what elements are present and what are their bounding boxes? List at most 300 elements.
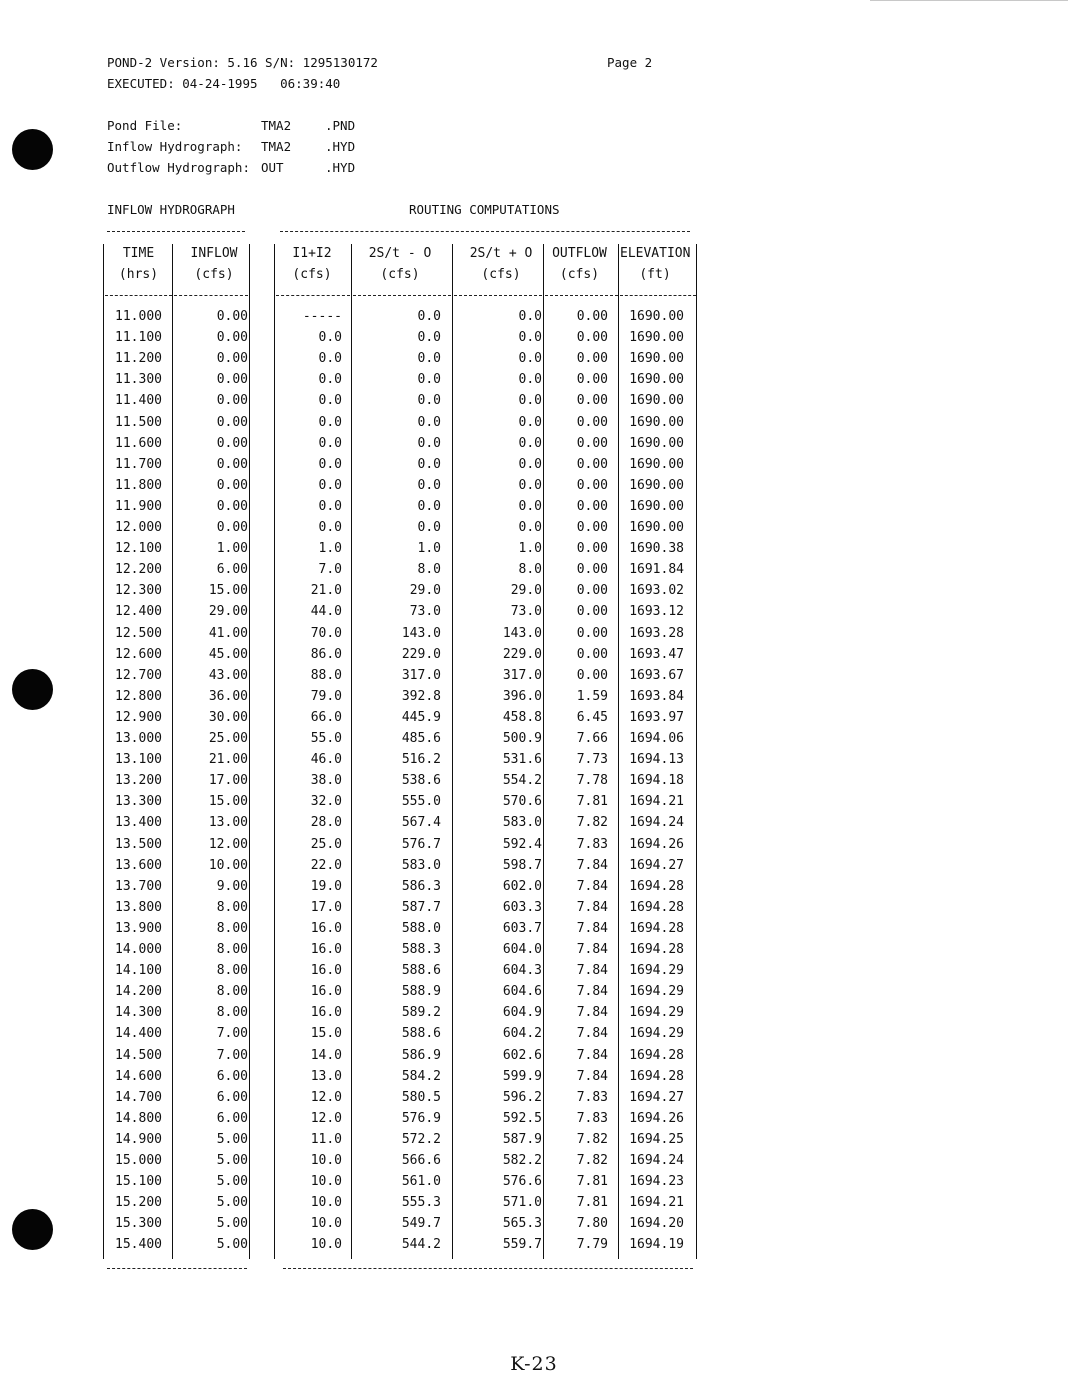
table-cell: 1.0 [417,541,441,557]
table-cell: 0.00 [216,309,248,324]
table-cell: 7.82 [576,1131,608,1147]
table-cell: 0.0 [417,456,441,472]
table-cell: 0.00 [576,498,608,514]
table-cell: 11.800 [115,477,162,493]
table-cell: 55.0 [310,731,342,746]
table-cell: 14.300 [115,1005,162,1021]
table-cell: 1694.06 [629,731,684,746]
table-cell: 555.3 [401,1195,441,1211]
table-cell: 16.0 [310,920,342,936]
table-cell: 1690.00 [629,330,684,346]
table-cell: 12.0 [310,1110,342,1126]
table-cell: 7.84 [576,1005,608,1021]
table-cell: 7.82 [576,815,608,831]
table-cell: 1694.29 [629,984,684,1000]
table-cell: 1694.24 [629,815,684,831]
table-cell: 0.0 [318,520,342,535]
column-divider [618,244,619,1259]
table-cell: 587.9 [502,1131,542,1147]
table-cell: 88.0 [310,667,342,683]
table-cell: 500.9 [502,731,542,746]
table-cell: 570.6 [502,794,542,810]
table-cell: 8.00 [216,920,248,936]
punch-hole [12,129,53,170]
table-cell: 36.00 [208,688,248,704]
inflow-rule-bottom [107,1268,247,1269]
table-cell: 13.200 [115,773,162,789]
punch-hole [12,1209,53,1250]
table-cell: 565.3 [502,1216,542,1232]
table-cell: 0.00 [576,667,608,683]
column-divider [249,244,250,1259]
table-cell: 317.0 [502,667,542,683]
table-cell: 1694.13 [629,752,684,768]
table-cell: 604.9 [502,1005,542,1021]
table-cell: 1691.84 [629,562,684,578]
table-cell: 15.100 [115,1174,162,1190]
table-cell: 0.00 [576,414,608,430]
table-cell: 13.300 [115,794,162,810]
table-cell: 0.00 [576,646,608,662]
table-cell: 13.000 [115,731,162,746]
table-cell: 1693.28 [629,625,684,641]
table-cell: 12.000 [115,520,162,535]
table-cell: 0.0 [318,372,342,388]
table-cell: 12.400 [115,604,162,620]
table-cell: 7.00 [216,1047,248,1063]
table-cell: 7.84 [576,920,608,936]
table-cell: 17.00 [208,773,248,789]
table-cell: 10.0 [310,1216,342,1232]
table-cell: 0.00 [576,625,608,641]
punch-hole [12,669,53,710]
table-cell: 1690.00 [629,498,684,514]
table-cell: 229.0 [502,646,542,662]
table-cell: 73.0 [510,604,542,620]
table-cell: 14.100 [115,963,162,979]
table-cell: 1690.00 [629,435,684,451]
table-cell: 0.0 [417,414,441,430]
table-cell: 7.78 [576,773,608,789]
table-cell: 572.2 [401,1131,441,1147]
table-cell: 8.00 [216,963,248,979]
table-cell: 0.0 [417,520,441,535]
table-cell: 11.0 [310,1131,342,1147]
table-cell: 14.500 [115,1047,162,1063]
table-cell: 396.0 [502,688,542,704]
table-cell: 599.9 [502,1068,542,1084]
table-cell: 11.400 [115,393,162,409]
table-cell: 12.100 [115,541,162,557]
table-cell: 0.0 [518,393,542,409]
table-cell: 14.000 [115,942,162,957]
table-cell: 6.00 [216,1089,248,1105]
table-cell: 15.00 [208,794,248,810]
column-unit: (cfs) [481,267,521,282]
table-cell: 458.8 [502,709,542,725]
table-cell: 1690.00 [629,372,684,388]
table-cell: 7.79 [576,1237,608,1253]
table-cell: 602.6 [502,1047,542,1063]
table-cell: 7.83 [576,1110,608,1126]
table-cell: 596.2 [502,1089,542,1105]
table-cell: 603.7 [502,920,542,936]
table-cell: 11.000 [115,309,162,324]
table-cell: 1693.47 [629,646,684,662]
scan-edge-line [870,0,1068,1]
table-cell: 0.0 [417,498,441,514]
table-cell: 1694.28 [629,942,684,957]
table-cell: 317.0 [401,667,441,683]
table-cell: 1693.12 [629,604,684,620]
table-cell: 14.700 [115,1089,162,1105]
column-divider [543,244,544,1259]
table-cell: 0.0 [518,498,542,514]
column-divider [172,244,173,1259]
table-cell: 12.900 [115,709,162,725]
table-cell: 5.00 [216,1237,248,1253]
table-cell: 1694.29 [629,963,684,979]
table-cell: 16.0 [310,942,342,957]
table-cell: 445.9 [401,709,441,725]
table-cell: 11.600 [115,435,162,451]
table-cell: 589.2 [401,1005,441,1021]
table-cell: 1.59 [576,688,608,704]
table-cell: 0.0 [318,498,342,514]
table-cell: 0.00 [216,393,248,409]
table-cell: 13.00 [208,815,248,831]
table-cell: 0.0 [417,372,441,388]
table-cell: 583.0 [401,857,441,873]
column-unit: (ft) [639,267,671,282]
table-cell: 5.00 [216,1195,248,1211]
table-cell: 38.0 [310,773,342,789]
table-cell: 12.0 [310,1089,342,1105]
table-cell: 538.6 [401,773,441,789]
table-cell: 0.00 [576,309,608,324]
table-cell: 7.84 [576,878,608,894]
table-cell: 0.0 [417,435,441,451]
table-cell: 1690.00 [629,456,684,472]
table-cell: 43.00 [208,667,248,683]
table-cell: 7.84 [576,899,608,915]
table-cell: 0.0 [518,520,542,535]
table-cell: 11.700 [115,456,162,472]
file-label: Outflow Hydrograph: [107,160,250,175]
table-cell: 0.00 [576,456,608,472]
table-cell: 7.84 [576,984,608,1000]
column-header: ELEVATION [620,246,691,261]
table-cell: 1694.29 [629,1005,684,1021]
table-cell: 566.6 [401,1153,441,1168]
table-cell: 7.00 [216,1026,248,1042]
table-cell: 25.0 [310,836,342,852]
file-name: TMA2 [261,118,292,133]
table-cell: 0.0 [518,330,542,346]
table-cell: 41.00 [208,625,248,641]
table-cell: 66.0 [310,709,342,725]
table-cell: 0.0 [518,456,542,472]
table-cell: 0.00 [216,372,248,388]
table-cell: 1690.00 [629,309,684,324]
table-cell: 1.00 [216,541,248,557]
table-cell: 1694.24 [629,1153,684,1168]
table-cell: 14.900 [115,1131,162,1147]
table-cell: 14.0 [310,1047,342,1063]
table-cell: 25.00 [208,731,248,746]
table-cell: 6.00 [216,1110,248,1126]
table-cell: 1690.00 [629,520,684,535]
table-cell: 1694.26 [629,836,684,852]
header-separator [620,295,696,296]
table-cell: 1694.20 [629,1216,684,1232]
table-cell: 1694.26 [629,1110,684,1126]
table-cell: 143.0 [502,625,542,641]
table-cell: 592.4 [502,836,542,852]
column-unit: (cfs) [194,267,234,282]
table-cell: 1690.00 [629,351,684,367]
table-cell: 0.00 [216,351,248,367]
table-cell: 0.0 [518,351,542,367]
table-cell: 1694.28 [629,1047,684,1063]
table-cell: 586.3 [401,878,441,894]
table-cell: 46.0 [310,752,342,768]
table-cell: 143.0 [401,625,441,641]
header-separator [353,295,451,296]
table-cell: 13.500 [115,836,162,852]
table-cell: 580.5 [401,1089,441,1105]
table-cell: 21.00 [208,752,248,768]
routing-rule-bottom [283,1268,693,1269]
table-cell: 12.500 [115,625,162,641]
table-cell: 0.00 [216,330,248,346]
file-extension: .PND [325,118,356,133]
table-cell: 516.2 [401,752,441,768]
table-cell: 14.200 [115,984,162,1000]
table-cell: 13.400 [115,815,162,831]
table-cell: 13.100 [115,752,162,768]
table-cell: 7.81 [576,1174,608,1190]
table-cell: 29.0 [510,583,542,599]
table-cell: 15.200 [115,1195,162,1211]
table-cell: 79.0 [310,688,342,704]
table-cell: 0.0 [318,456,342,472]
table-cell: 0.00 [576,583,608,599]
table-cell: 0.0 [417,477,441,493]
table-cell: 1690.00 [629,393,684,409]
table-cell: 13.0 [310,1068,342,1084]
table-cell: 7.0 [318,562,342,578]
table-cell: 1693.67 [629,667,684,683]
table-cell: 0.00 [216,435,248,451]
inflow-rule-top [107,231,245,232]
routing-section-title: ROUTING COMPUTATIONS [409,202,560,217]
table-cell: 6.45 [576,709,608,725]
table-cell: 1693.02 [629,583,684,599]
table-cell: 1694.18 [629,773,684,789]
column-divider [274,244,275,1259]
column-divider [103,244,104,1259]
table-cell: 0.00 [576,372,608,388]
column-header: OUTFLOW [552,246,607,261]
table-cell: 16.0 [310,963,342,979]
table-cell: 15.00 [208,583,248,599]
table-cell: 7.83 [576,836,608,852]
table-cell: 0.0 [518,309,542,324]
table-cell: 7.81 [576,794,608,810]
table-cell: 12.300 [115,583,162,599]
table-cell: 561.0 [401,1174,441,1190]
table-cell: 1694.27 [629,857,684,873]
table-cell: 0.0 [417,393,441,409]
table-cell: 8.00 [216,984,248,1000]
table-cell: 70.0 [310,625,342,641]
table-cell: 12.200 [115,562,162,578]
table-cell: 22.0 [310,857,342,873]
table-cell: 604.0 [502,942,542,957]
table-cell: 86.0 [310,646,342,662]
table-cell: 555.0 [401,794,441,810]
table-cell: 1694.28 [629,1068,684,1084]
table-cell: 7.84 [576,857,608,873]
table-cell: 604.3 [502,963,542,979]
table-cell: 12.700 [115,667,162,683]
column-header: 2S/t - O [368,246,432,261]
table-cell: 5.00 [216,1153,248,1168]
table-cell: 1694.25 [629,1131,684,1147]
table-cell: 15.300 [115,1216,162,1232]
table-cell: 0.00 [216,520,248,535]
table-cell: 13.600 [115,857,162,873]
table-cell: 0.0 [417,330,441,346]
table-cell: 7.66 [576,731,608,746]
routing-rule-top [280,231,690,232]
column-header: 2S/t + O [469,246,533,261]
table-cell: 14.400 [115,1026,162,1042]
table-cell: 15.000 [115,1153,162,1168]
table-cell: 11.900 [115,498,162,514]
file-label: Pond File: [107,118,183,133]
table-cell: 567.4 [401,815,441,831]
table-cell: 1690.38 [629,541,684,557]
table-cell: 0.0 [518,372,542,388]
table-cell: 0.0 [518,414,542,430]
table-cell: 1693.97 [629,709,684,725]
header-separator [105,295,172,296]
table-cell: 7.84 [576,1068,608,1084]
table-cell: 587.7 [401,899,441,915]
table-cell: 10.0 [310,1174,342,1190]
table-cell: 8.00 [216,942,248,957]
table-cell: 10.0 [310,1153,342,1168]
table-cell: 1694.27 [629,1089,684,1105]
table-cell: 592.5 [502,1110,542,1126]
table-cell: 14.800 [115,1110,162,1126]
table-cell: 588.3 [401,942,441,957]
table-cell: 30.00 [208,709,248,725]
page-footer: K-23 [510,1353,558,1375]
table-cell: 1690.00 [629,414,684,430]
table-cell: 0.00 [576,351,608,367]
table-cell: 0.00 [216,498,248,514]
table-cell: 12.600 [115,646,162,662]
table-cell: 0.0 [318,414,342,430]
table-cell: 7.82 [576,1153,608,1168]
table-cell: 13.800 [115,899,162,915]
table-cell: 13.900 [115,920,162,936]
column-header: I1+I2 [292,246,332,261]
table-cell: 29.00 [208,604,248,620]
table-cell: 1694.28 [629,920,684,936]
table-cell: 45.00 [208,646,248,662]
table-cell: 0.00 [216,477,248,493]
file-label: Inflow Hydrograph: [107,139,243,154]
table-cell: 576.9 [401,1110,441,1126]
table-cell: 15.400 [115,1237,162,1253]
table-cell: 576.6 [502,1174,542,1190]
table-cell: 554.2 [502,773,542,789]
table-cell: 0.00 [576,435,608,451]
table-cell: ----- [302,309,342,324]
header-separator [276,295,350,296]
table-cell: 5.00 [216,1174,248,1190]
column-header: INFLOW [190,246,238,261]
column-header: TIME [122,246,155,261]
table-cell: 5.00 [216,1131,248,1147]
table-cell: 485.6 [401,731,441,746]
table-cell: 1.0 [318,541,342,557]
table-cell: 7.83 [576,1089,608,1105]
header-separator [545,295,618,296]
table-cell: 0.00 [576,330,608,346]
table-cell: 1690.00 [629,477,684,493]
table-cell: 604.6 [502,984,542,1000]
table-cell: 16.0 [310,1005,342,1021]
file-extension: .HYD [325,160,356,175]
table-cell: 0.00 [576,477,608,493]
table-cell: 0.00 [216,414,248,430]
page-number: Page 2 [607,55,653,70]
table-cell: 549.7 [401,1216,441,1232]
table-cell: 1694.29 [629,1026,684,1042]
table-cell: 559.7 [502,1237,542,1253]
table-cell: 1694.21 [629,794,684,810]
table-cell: 588.0 [401,920,441,936]
inflow-section-title: INFLOW HYDROGRAPH [107,202,235,217]
table-cell: 11.500 [115,414,162,430]
execution-timestamp: EXECUTED: 04-24-1995 06:39:40 [107,76,341,91]
table-cell: 0.0 [318,351,342,367]
table-cell: 8.0 [518,562,542,578]
column-unit: (cfs) [380,267,420,282]
table-cell: 32.0 [310,794,342,810]
table-cell: 8.0 [417,562,441,578]
table-cell: 584.2 [401,1068,441,1084]
table-cell: 11.200 [115,351,162,367]
table-cell: 12.00 [208,836,248,852]
table-cell: 588.6 [401,1026,441,1042]
header-separator [454,295,542,296]
table-cell: 7.73 [576,752,608,768]
table-cell: 576.7 [401,836,441,852]
column-unit: (cfs) [292,267,332,282]
table-cell: 531.6 [502,752,542,768]
table-cell: 9.00 [216,878,248,894]
table-cell: 0.0 [518,435,542,451]
table-cell: 14.600 [115,1068,162,1084]
header-separator [174,295,248,296]
table-cell: 598.7 [502,857,542,873]
